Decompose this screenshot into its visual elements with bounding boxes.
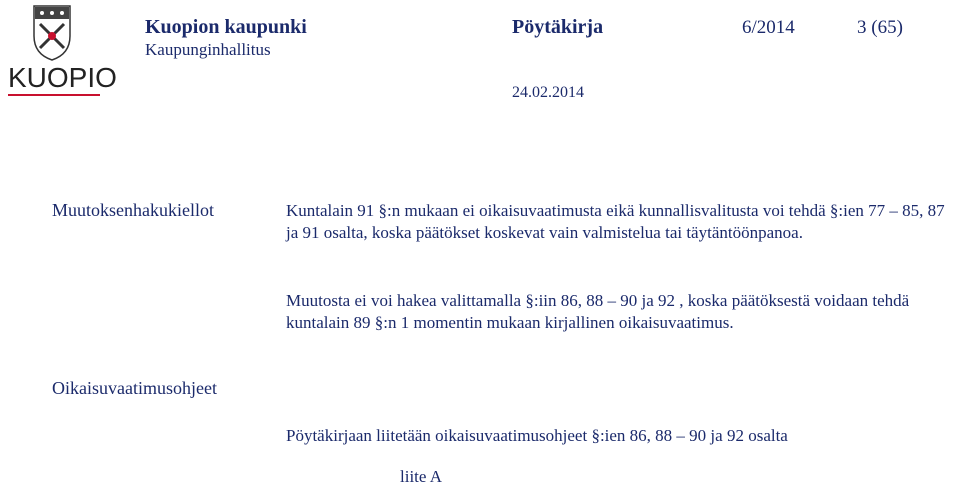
logo-text: KUOPIO xyxy=(8,62,117,93)
section-heading-rectification-instructions: Oikaisuvaatimusohjeet xyxy=(52,378,217,398)
organization-name: Kuopion kaupunki xyxy=(145,16,307,38)
logo-underline xyxy=(8,94,100,96)
document-date: 24.02.2014 xyxy=(512,84,584,101)
kuopio-logo xyxy=(4,2,117,98)
document-type: Pöytäkirja xyxy=(512,16,604,38)
unit-name: Kaupunginhallitus xyxy=(145,40,271,59)
page-number: 3 (65) xyxy=(857,17,903,38)
section-heading-appeal-restrictions: Muutoksenhakukiellot xyxy=(52,200,214,220)
document-number: 6/2014 xyxy=(742,17,795,38)
paragraph-appeal-restriction-1: Kuntalain 91 §:n mukaan ei oikaisuvaatimusta eikä kunnallisvalitusta voi tehdä §:ien 77 – 85, 87 ja 91 osalta, koska päätökset koskevat vain valmistelua tai täytäntöönpanoa. xyxy=(286,201,945,242)
attachment-label: liite A xyxy=(400,467,443,486)
paragraph-rectification-instructions: Pöytäkirjaan liitetään oikaisuvaatimusohjeet §:ien 86, 88 – 90 ja 92 osalta xyxy=(286,426,788,445)
paragraph-appeal-restriction-2: Muutosta ei voi hakea valittamalla §:iin 86, 88 – 90 ja 92 , koska päätöksestä voidaan tehdä kuntalain 89 §:n 1 momentin mukaan kirjallinen oikaisuvaatimus. xyxy=(286,291,910,332)
coat-of-arms-icon xyxy=(4,2,100,62)
